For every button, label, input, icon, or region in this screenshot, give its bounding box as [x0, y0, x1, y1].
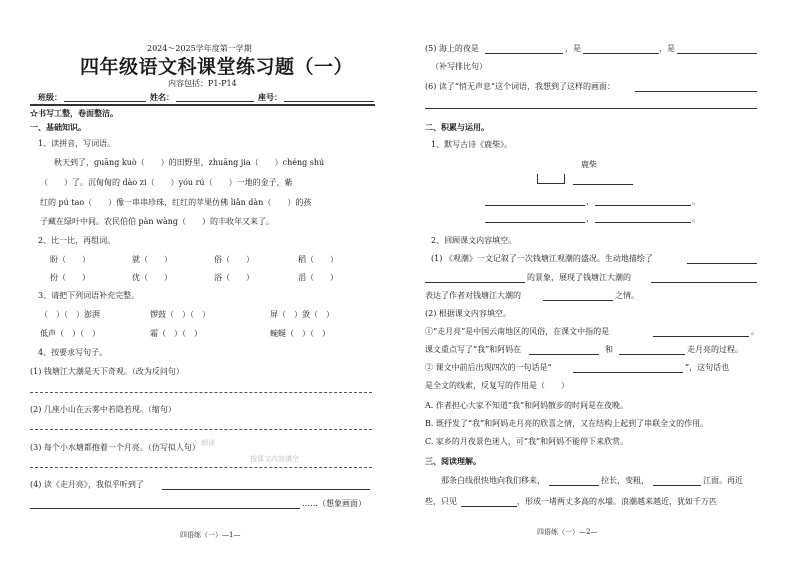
page-footer: 四语练（一）—1— — [180, 531, 241, 539]
answer-line[interactable] — [30, 467, 372, 468]
p2-2-label: (2) 根据课文内容填空。 — [425, 309, 511, 318]
reading-line-2b: ，形成一堵两丈多高的水墙。浪潮越来越近，犹如千万匹 — [517, 497, 717, 506]
q2-label: 2、比一比，再组词。 — [38, 236, 116, 245]
answer-line[interactable] — [485, 222, 585, 223]
answer-line[interactable] — [30, 392, 372, 393]
answer-line[interactable] — [425, 108, 757, 109]
p2-1a: (1) 《观潮》一文记叙了一次钱塘江观潮的盛况。生动地描绘了 — [431, 254, 653, 263]
class-field-line[interactable] — [64, 101, 146, 102]
class-field-label: 班级： — [38, 92, 62, 102]
p2-2c: ② 课文中前后出现四次的一句话是“ — [425, 363, 552, 372]
faint-bleed-text: 按课文内容填空 — [250, 455, 299, 463]
p2-2b-mid: 和 — [605, 345, 613, 354]
answer-line[interactable] — [461, 506, 517, 507]
notice: ☆书写工整，卷面整洁。 — [30, 108, 118, 118]
name-field-label: 姓名： — [150, 92, 174, 102]
q3-cell: （ ）（ ）澎湃 — [40, 310, 100, 319]
p2-2b-end: 走月亮的过程。 — [687, 345, 743, 354]
p2-2d: 是全文的线索，反复写的作用是（ ） — [425, 381, 569, 390]
p2-2a: ①“走月亮”是中国云南地区的风俗，在课文中指的是 — [425, 327, 610, 336]
comma: ， — [586, 197, 594, 206]
answer-line[interactable] — [653, 336, 749, 337]
p2-1c-end: 之情。 — [615, 291, 639, 300]
header-rule — [30, 104, 375, 106]
q2-cell: 俗（ ） — [214, 255, 254, 264]
q2-cell: 盼（ ） — [50, 255, 90, 264]
period: 。 — [751, 327, 759, 336]
period: 。 — [692, 214, 700, 223]
p2-1b: 的景象，展现了钱塘江大潮的 — [527, 273, 631, 282]
p1-label: 1、默写古诗《鹿柴》。 — [431, 140, 513, 149]
answer-line[interactable] — [635, 91, 757, 92]
q1-line-4: 子藏在绿叶中间。农民伯伯 pàn wàng（ ）的丰收年又来了。 — [40, 217, 275, 226]
q3-cell: 蜿蜒（ ）（ ） — [270, 329, 330, 338]
poem-title: 鹿柴 — [581, 160, 597, 169]
q4-item-3: (3) 每个小水塘都抱着一个月亮。（仿写拟人句） — [30, 443, 200, 452]
q3-cell: 霜（ ）（ ） — [150, 329, 202, 338]
reading-line-1c: 江面。再近 — [703, 476, 743, 485]
q2-cell: 就（ ） — [132, 255, 172, 264]
term-label: 2024～2025学年度第一学期 — [147, 44, 252, 53]
reading-line-2a: 些，只见 — [425, 497, 457, 506]
section-1-heading: 一、基础知识。 — [30, 122, 86, 132]
option-b[interactable]: B. 既抒发了“我”和阿妈走月亮的欣喜之情，又在结构上起到了串联全文的作用。 — [425, 419, 709, 428]
seat-field-label: 座号： — [258, 92, 282, 102]
answer-line[interactable] — [653, 485, 701, 486]
name-field-line[interactable] — [176, 101, 254, 102]
p2-2c-end: ”，这句话也 — [685, 363, 730, 372]
answer-line[interactable] — [30, 508, 300, 509]
page-footer: 四语练（一）—2— — [537, 528, 598, 536]
q3-label: 3、请把下列词语补充完整。 — [38, 291, 140, 300]
answer-line[interactable] — [543, 300, 613, 301]
q1-line-3: 红的 pú tao（ ）像一串串珍珠，红红的苹果仿佛 liǎn dàn（ ）的孩 — [40, 198, 312, 207]
answer-line[interactable] — [485, 53, 563, 54]
page-title: 四年级语文科课堂练习题（一） — [80, 56, 354, 78]
answer-line[interactable] — [619, 354, 685, 355]
q2-cell: 滔（ ） — [298, 273, 338, 282]
period: 。 — [692, 197, 700, 206]
q3-cell: 低声（ ）（ ） — [40, 329, 100, 338]
q4-item-4: (4) 读《走月亮》，我似乎听到了 — [30, 480, 144, 489]
q4-item-2: (2) 几座小山在云雾中若隐若现。（缩句） — [30, 405, 176, 414]
option-c[interactable]: C. 家乡的月夜景色迷人，可“我”和阿妈不能停下来欣赏。 — [425, 437, 629, 446]
q1-label: 1、读拼音，写词语。 — [38, 139, 116, 148]
answer-line[interactable] — [595, 222, 691, 223]
section-2-heading: 二、积累与运用。 — [425, 122, 489, 132]
answer-line[interactable] — [677, 53, 757, 54]
comma: ， — [586, 214, 594, 223]
p2-2b: 课文重点写了“我”和阿妈在 — [425, 345, 522, 354]
q3-cell: 屏（ ）敛（ ） — [270, 310, 334, 319]
reading-line-1b: 拉长，变粗， — [601, 476, 649, 485]
q4-item-4-tail: ……（想象画面） — [302, 499, 366, 508]
answer-line[interactable] — [583, 53, 659, 54]
q2-cell: 浴（ ） — [214, 273, 254, 282]
answer-line[interactable] — [30, 429, 372, 430]
answer-line[interactable] — [425, 282, 525, 283]
r5-sep: ，是 — [565, 44, 581, 53]
answer-line[interactable] — [549, 485, 599, 486]
answer-line[interactable] — [573, 184, 633, 185]
reading-line-1a: 那条白线很快地向我们移来， — [441, 476, 545, 485]
r6-label: (6) 读了“悄无声息”这个词语，我想到了这样的画面： — [425, 82, 616, 91]
poem-dynasty-box[interactable] — [537, 174, 565, 184]
r5-label: (5) 海上的夜是 — [425, 44, 479, 53]
q1-line-1: 秋天到了，guāng kuò（ ）的田野里，zhuāng jia（ ）chéng shú — [54, 158, 325, 167]
scope-label: 内容包括：P1-P14 — [168, 79, 237, 88]
r5-note: （补写排比句） — [431, 62, 487, 71]
answer-line[interactable] — [529, 354, 599, 355]
right-page — [397, 0, 794, 561]
answer-line[interactable] — [687, 263, 757, 264]
q2-cell: 扮（ ） — [50, 273, 90, 282]
q3-cell: 锣鼓（ ）（ ） — [150, 310, 210, 319]
answer-line[interactable] — [595, 205, 691, 206]
answer-line[interactable] — [573, 372, 683, 373]
seat-field-line[interactable] — [284, 101, 374, 102]
answer-line[interactable] — [162, 489, 370, 490]
answer-line[interactable] — [651, 282, 757, 283]
q2-cell: 稻（ ） — [298, 255, 338, 264]
faint-bleed-text: （一）朗读 — [180, 439, 215, 447]
answer-line[interactable] — [485, 205, 585, 206]
p2-1c: 表达了作者对钱塘江大潮的 — [425, 291, 521, 300]
section-3-heading: 三、阅读理解。 — [425, 456, 481, 466]
q4-label: 4、按要求写句子。 — [38, 348, 108, 357]
q4-item-1: (1) 钱塘江大潮是天下奇观。（改为反问句） — [30, 367, 184, 376]
q1-line-2: （ ）了。沉甸甸的 dào zi（ ）yóu rú（ ）一地的金子，紫 — [40, 178, 293, 187]
r5-sep: ，是 — [659, 44, 675, 53]
option-a[interactable]: A. 作者担心大家不知道“我”和阿妈散步的时间是在夜晚。 — [425, 401, 629, 410]
q2-cell: 优（ ） — [132, 273, 172, 282]
p2-label: 2、回顾课文内容填空。 — [431, 236, 517, 245]
